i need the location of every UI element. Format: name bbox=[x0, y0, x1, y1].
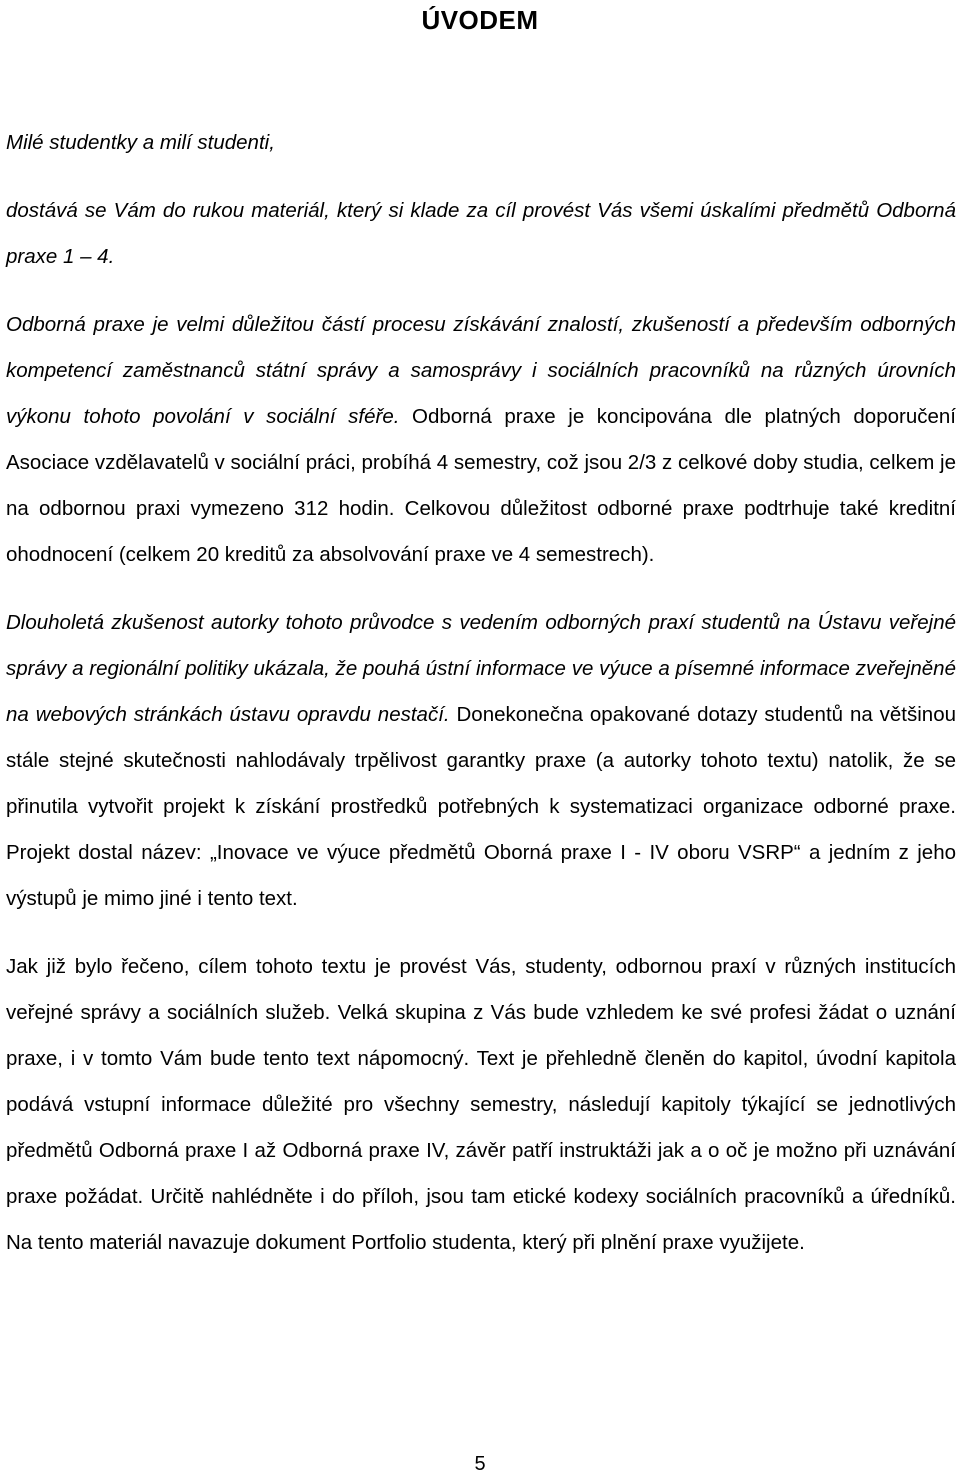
paragraph-practice-importance bbox=[6, 302, 956, 578]
intro-paragraph: dostává se Vám do rukou materiál, který si klade za cíl provést Vás všemi úskalími předmětů Odborná praxe 1 – 4. bbox=[6, 199, 956, 268]
paragraph-author-experience-italic: Dlouholetá zkušenost autorky tohoto průvodce s vedením odborných praxí studentů na Ústavu veřejné správy a regionální politiky ukázala, že pouhá ústní informace ve výuce a písemné informace zveřejněné na webových stránkách ústavu opravdu nestačí. bbox=[6, 611, 956, 726]
paragraph-text-purpose: Jak již bylo řečeno, cílem tohoto textu je provést Vás, studenty, odbornou praxí v různých institucích veřejné správy a sociálních služeb. Velká skupina z Vás bude vzhledem ke své profesi žádat o uznání praxe, i v tomto Vám bude tento text nápomocný. Text je přehledně členěn do kapitol, úvodní kapitola podává vstupní informace důležité pro všechny semestry, následují kapitoly týkající se jednotlivých předmětů Odborná praxe I až Odborná praxe IV, závěr patří instruktáži jak a o oč je možno při uznávání praxe požádat. Určitě nahlédněte i do příloh, jsou tam etické kodexy sociálních pracovníků a úředníků. Na tento materiál navazuje dokument Portfolio studenta, který při plnění praxe využijete. bbox=[6, 955, 956, 1254]
salutation: Milé studentky a milí studenti, bbox=[6, 131, 275, 154]
paragraph-practice-importance-regular: Odborná praxe je koncipována dle platných doporučení Asociace vzdělavatelů v sociální práci, probíhá 4 semestry, což jsou 2/3 z celkové doby studia, celkem je na odbornou praxi vymezeno 312 hodin. Celkovou důležitost odborné praxe podtrhuje také kreditní ohodnocení (celkem 20 kreditů za absolvování praxe ve 4 semestrech). bbox=[6, 405, 956, 566]
document-body bbox=[6, 120, 956, 1266]
paragraph-author-experience bbox=[6, 600, 956, 922]
page-number: 5 bbox=[474, 1453, 486, 1475]
page-title: ÚVODEM bbox=[421, 5, 539, 35]
paragraph-practice-importance-italic: Odborná praxe je velmi důležitou částí procesu získávání znalostí, zkušeností a především odborných kompetencí zaměstnanců státní správy a samosprávy i sociálních pracovníků na různých úrovních výkonu tohoto povolání v sociální sféře. bbox=[6, 313, 956, 428]
paragraph-author-experience-regular: Donekonečna opakované dotazy studentů na většinou stále stejné skutečnosti nahlodávaly trpělivost garantky praxe (a autorky tohoto textu) natolik, že se přinutila vytvořit projekt k získání prostředků potřebných k systematizaci organizace odborné praxe. Projekt dostal název: „Inovace ve výuce předmětů Oborná praxe I - IV oboru VSRP“ a jedním z jeho výstupů je mimo jiné i tento text. bbox=[6, 703, 956, 910]
